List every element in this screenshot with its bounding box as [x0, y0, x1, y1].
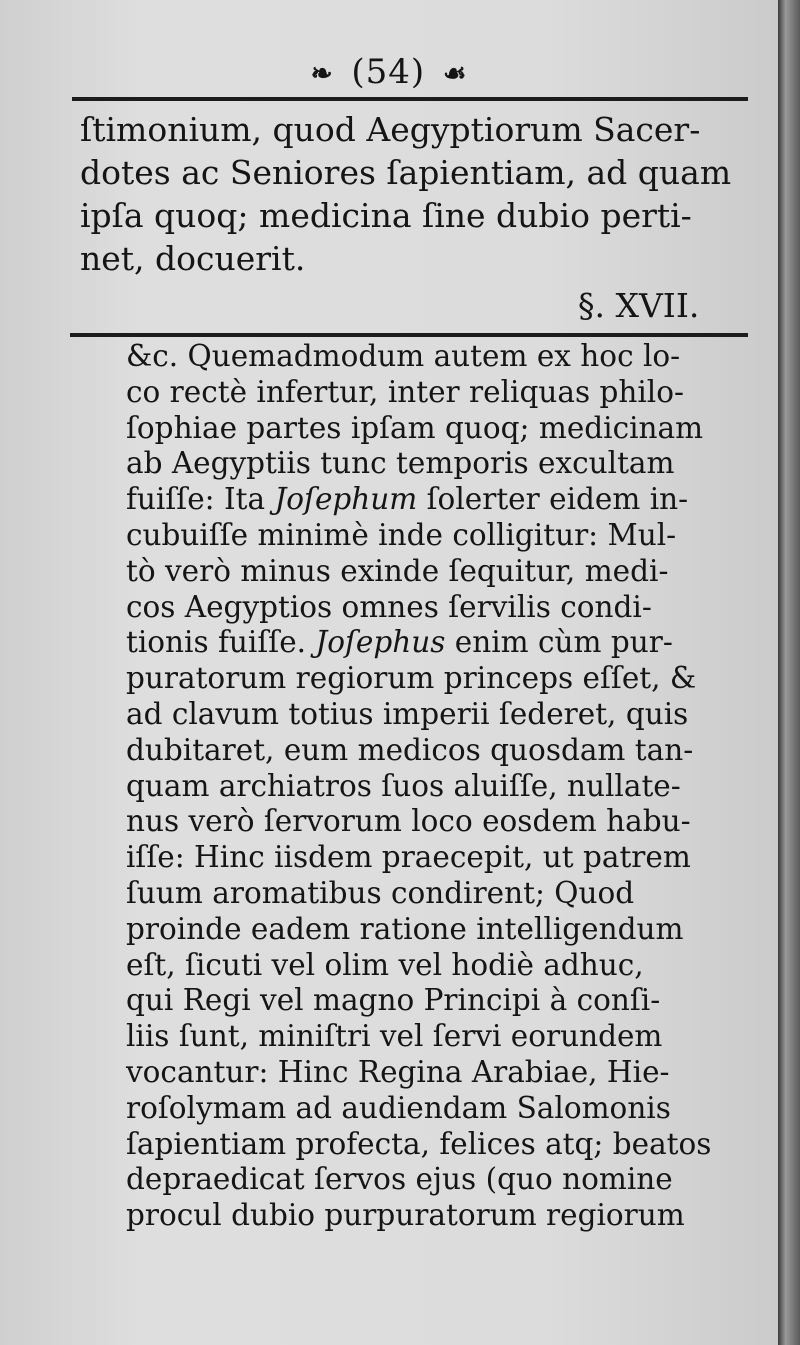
- note-line: [126, 1055, 756, 1091]
- note-line: [126, 1127, 756, 1163]
- note-text-run: tionis fuiſſe.: [126, 625, 316, 660]
- text-line: net, docuerit.: [80, 239, 306, 278]
- text-line: dotes ac Seniores ſapientiam, ad quam: [80, 153, 732, 192]
- text-line: ſtimonium, quod Aegyptiorum Sacer-: [80, 110, 701, 149]
- note-text-run: depraedicat ſervos ejus (quo nomine: [126, 1162, 673, 1197]
- text-line: ipſa quoq; medicina ſine dubio perti-: [80, 196, 692, 235]
- note-text-run: tò verò minus exinde ſequitur, medi-: [126, 553, 669, 588]
- note-text-run: iſſe: Hinc iisdem praecepit, ut patrem: [126, 840, 691, 875]
- note-line: [126, 411, 756, 447]
- note-line: [126, 948, 756, 984]
- note-italic-run: Joſephum: [274, 482, 418, 517]
- note-text-run: cubuiſſe minimè inde colligitur: Mul-: [126, 517, 677, 552]
- note-text-run: roſolymam ad audiendam Salomonis: [126, 1090, 671, 1125]
- note-text-run: cos Aegyptios omnes ſervilis condi-: [126, 589, 652, 624]
- note-text-run: procul dubio purpuratorum regiorum: [126, 1198, 685, 1233]
- note-text-run: ſophiae partes ipſam quoq; medicinam: [126, 410, 704, 445]
- note-text-run: quam archiatros ſuos aluiſſe, nullate-: [126, 768, 681, 803]
- ornament-left-icon: ❧: [310, 59, 334, 89]
- note-italic-run: Joſephus: [315, 625, 446, 660]
- note-line: [126, 1162, 756, 1198]
- note-line: [126, 840, 756, 876]
- note-line: [126, 446, 756, 482]
- note-text-run: vocantur: Hinc Regina Arabiae, Hie-: [126, 1054, 670, 1089]
- note-line: [126, 554, 756, 590]
- note-line: [126, 661, 756, 697]
- note-text-run: proinde eadem ratione intelligendum: [126, 911, 684, 946]
- note-text-run: liis ſunt, miniſtri vel ſervi eorundem: [126, 1019, 663, 1054]
- note-text-run: ſolerter eidem in-: [417, 482, 689, 517]
- note-line: [126, 1091, 756, 1127]
- note-line: [126, 733, 756, 769]
- note-text-run: qui Regi vel magno Principi à conſi-: [126, 983, 661, 1018]
- note-line: [126, 804, 756, 840]
- note-text-run: puratorum regiorum princeps eſſet, &: [126, 661, 697, 696]
- ornament-right-icon: ☙: [442, 59, 468, 89]
- note-text-run: co rectè infertur, inter reliquas philo-: [126, 374, 684, 409]
- note-line: [126, 697, 756, 733]
- header-rule: [72, 97, 748, 101]
- note-line: [126, 912, 756, 948]
- footnote-text: [126, 339, 756, 1234]
- page-number: (54): [351, 52, 426, 92]
- section-rule: [70, 333, 748, 337]
- note-text-run: ſapientiam profecta, felices atq; beatos: [126, 1126, 712, 1161]
- note-line: [126, 769, 756, 805]
- note-line: [126, 1019, 756, 1055]
- note-line: [126, 1198, 756, 1234]
- note-line: [126, 482, 756, 518]
- note-text-run: dubitaret, eum medicos quosdam tan-: [126, 732, 694, 767]
- page-header: [0, 52, 778, 92]
- note-text-run: ab Aegyptiis tunc temporis excultam: [126, 446, 675, 481]
- note-text-run: nus verò ſervorum loco eosdem habu-: [126, 804, 691, 839]
- note-line: [126, 983, 756, 1019]
- note-line: [126, 876, 756, 912]
- main-text: [80, 108, 760, 280]
- note-line: [126, 375, 756, 411]
- note-text-run: fuiſſe: Ita: [126, 482, 275, 517]
- note-text-run: enim cùm pur-: [445, 625, 673, 660]
- note-line: [126, 625, 756, 661]
- note-line: [126, 339, 756, 375]
- note-text-run: ad clavum totius imperii ſederet, quis: [126, 696, 689, 731]
- note-text-run: &c. Quemadmodum autem ex hoc lo-: [126, 339, 681, 373]
- note-line: [126, 590, 756, 626]
- note-line: [126, 518, 756, 554]
- section-heading: §. XVII.: [578, 286, 700, 325]
- note-text-run: ſuum aromatibus condirent; Quod: [126, 875, 635, 910]
- page-edge: [778, 0, 800, 1345]
- note-text-run: eſt, ſicuti vel olim vel hodiè adhuc,: [126, 947, 644, 982]
